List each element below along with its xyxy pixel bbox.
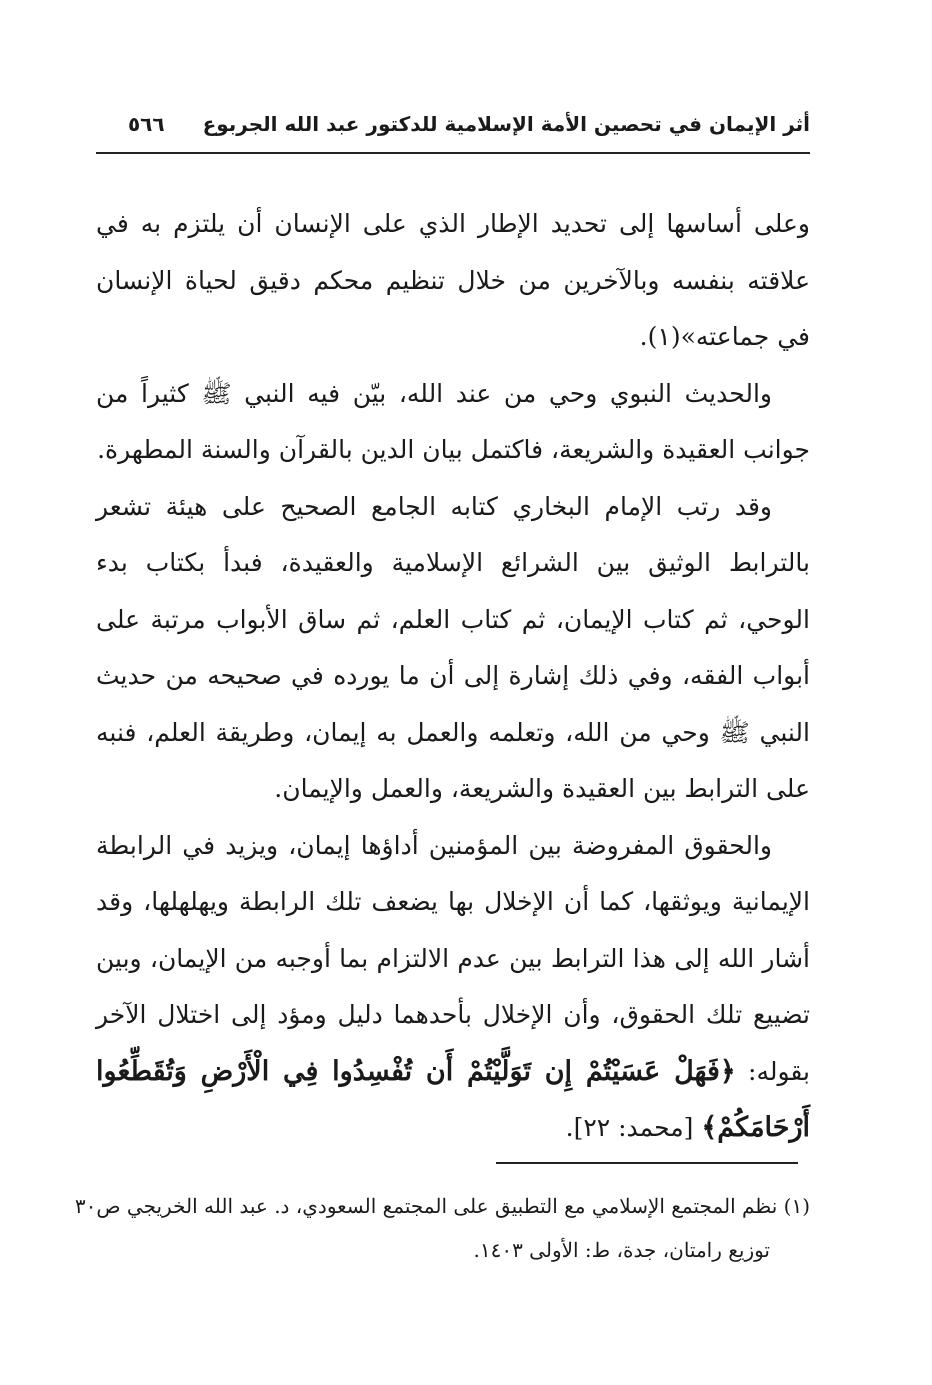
paragraph-1: وعلى أساسها إلى تحديد الإطار الذي على الإنسان أن يلتزم به في علاقته بنفسه وبالآخرين من خلال تنظيم محكم دقيق لحياة الإنسان في جماعته»(١).	[96, 209, 810, 351]
footnote-divider	[496, 1162, 798, 1164]
footnote-1: (١) نظم المجتمع الإسلامي مع التطبيق على المجتمع السعودي، د. عبد الله الخريجي ص٣٠	[74, 1194, 810, 1218]
footnotes	[74, 1184, 810, 1272]
running-header	[96, 112, 810, 148]
paragraph-2: والحديث النبوي وحي من عند الله، بيّن فيه النبي ﷺ كثيراً من جوانب العقيدة والشريعة، فاكتمل بيان الدين بالقرآن والسنة المطهرة.	[96, 378, 810, 464]
body-text	[96, 196, 810, 1157]
paragraph-4-text: والحقوق المفروضة بين المؤمنين أداؤها إيمان، ويزيد في الرابطة الإيمانية ويوثقها، كما أن الإخلال بها يضعف تلك الرابطة ويهلهلها، وقد أشار الله إلى هذا الترابط بين عدم الالتزام بما أوجبه من الإيمان، وبين تضييع تلك الحقوق، وأن الإخلال بأحدهما دليل ومؤد إلى اختلال الآخر بقوله:	[96, 830, 810, 1086]
paragraph-4	[96, 818, 810, 1157]
footnote-1-continuation: توزيع رامتان، جدة، ط: الأولى ١٤٠٣.	[473, 1238, 770, 1262]
paragraph-3: وقد رتب الإمام البخاري كتابه الجامع الصحيح على هيئة تشعر بالترابط الوثيق بين الشرائع الإسلامية والعقيدة، فبدأ بكتاب بدء الوحي، ثم كتاب الإيمان، ثم كتاب العلم، ثم ساق الأبواب مرتبة على أبواب الفقه، وفي ذلك إشارة إلى أن ما يورده في صحيحه من حديث النبي ﷺ وحي من الله، وتعلمه والعمل به إيمان، وطريقة العلم، فنبه على الترابط بين العقيدة والشريعة، والعمل والإيمان.	[96, 491, 810, 803]
quran-verse: ﴿فَهَلْ عَسَيْتُمْ إِن تَوَلَّيْتُمْ أَن تُفْسِدُوا فِي الْأَرْضِ وَتُقَطِّعُوا أَرْحَامَكُمْ﴾	[96, 1055, 810, 1143]
header-title: أثر الإيمان في تحصين الأمة الإسلامية للدكتور عبد الله الجربوع	[202, 112, 810, 136]
verse-citation: [محمد: ٢٢].	[565, 1113, 702, 1142]
header-divider	[96, 152, 810, 154]
page-number: ٥٦٦	[127, 112, 165, 136]
